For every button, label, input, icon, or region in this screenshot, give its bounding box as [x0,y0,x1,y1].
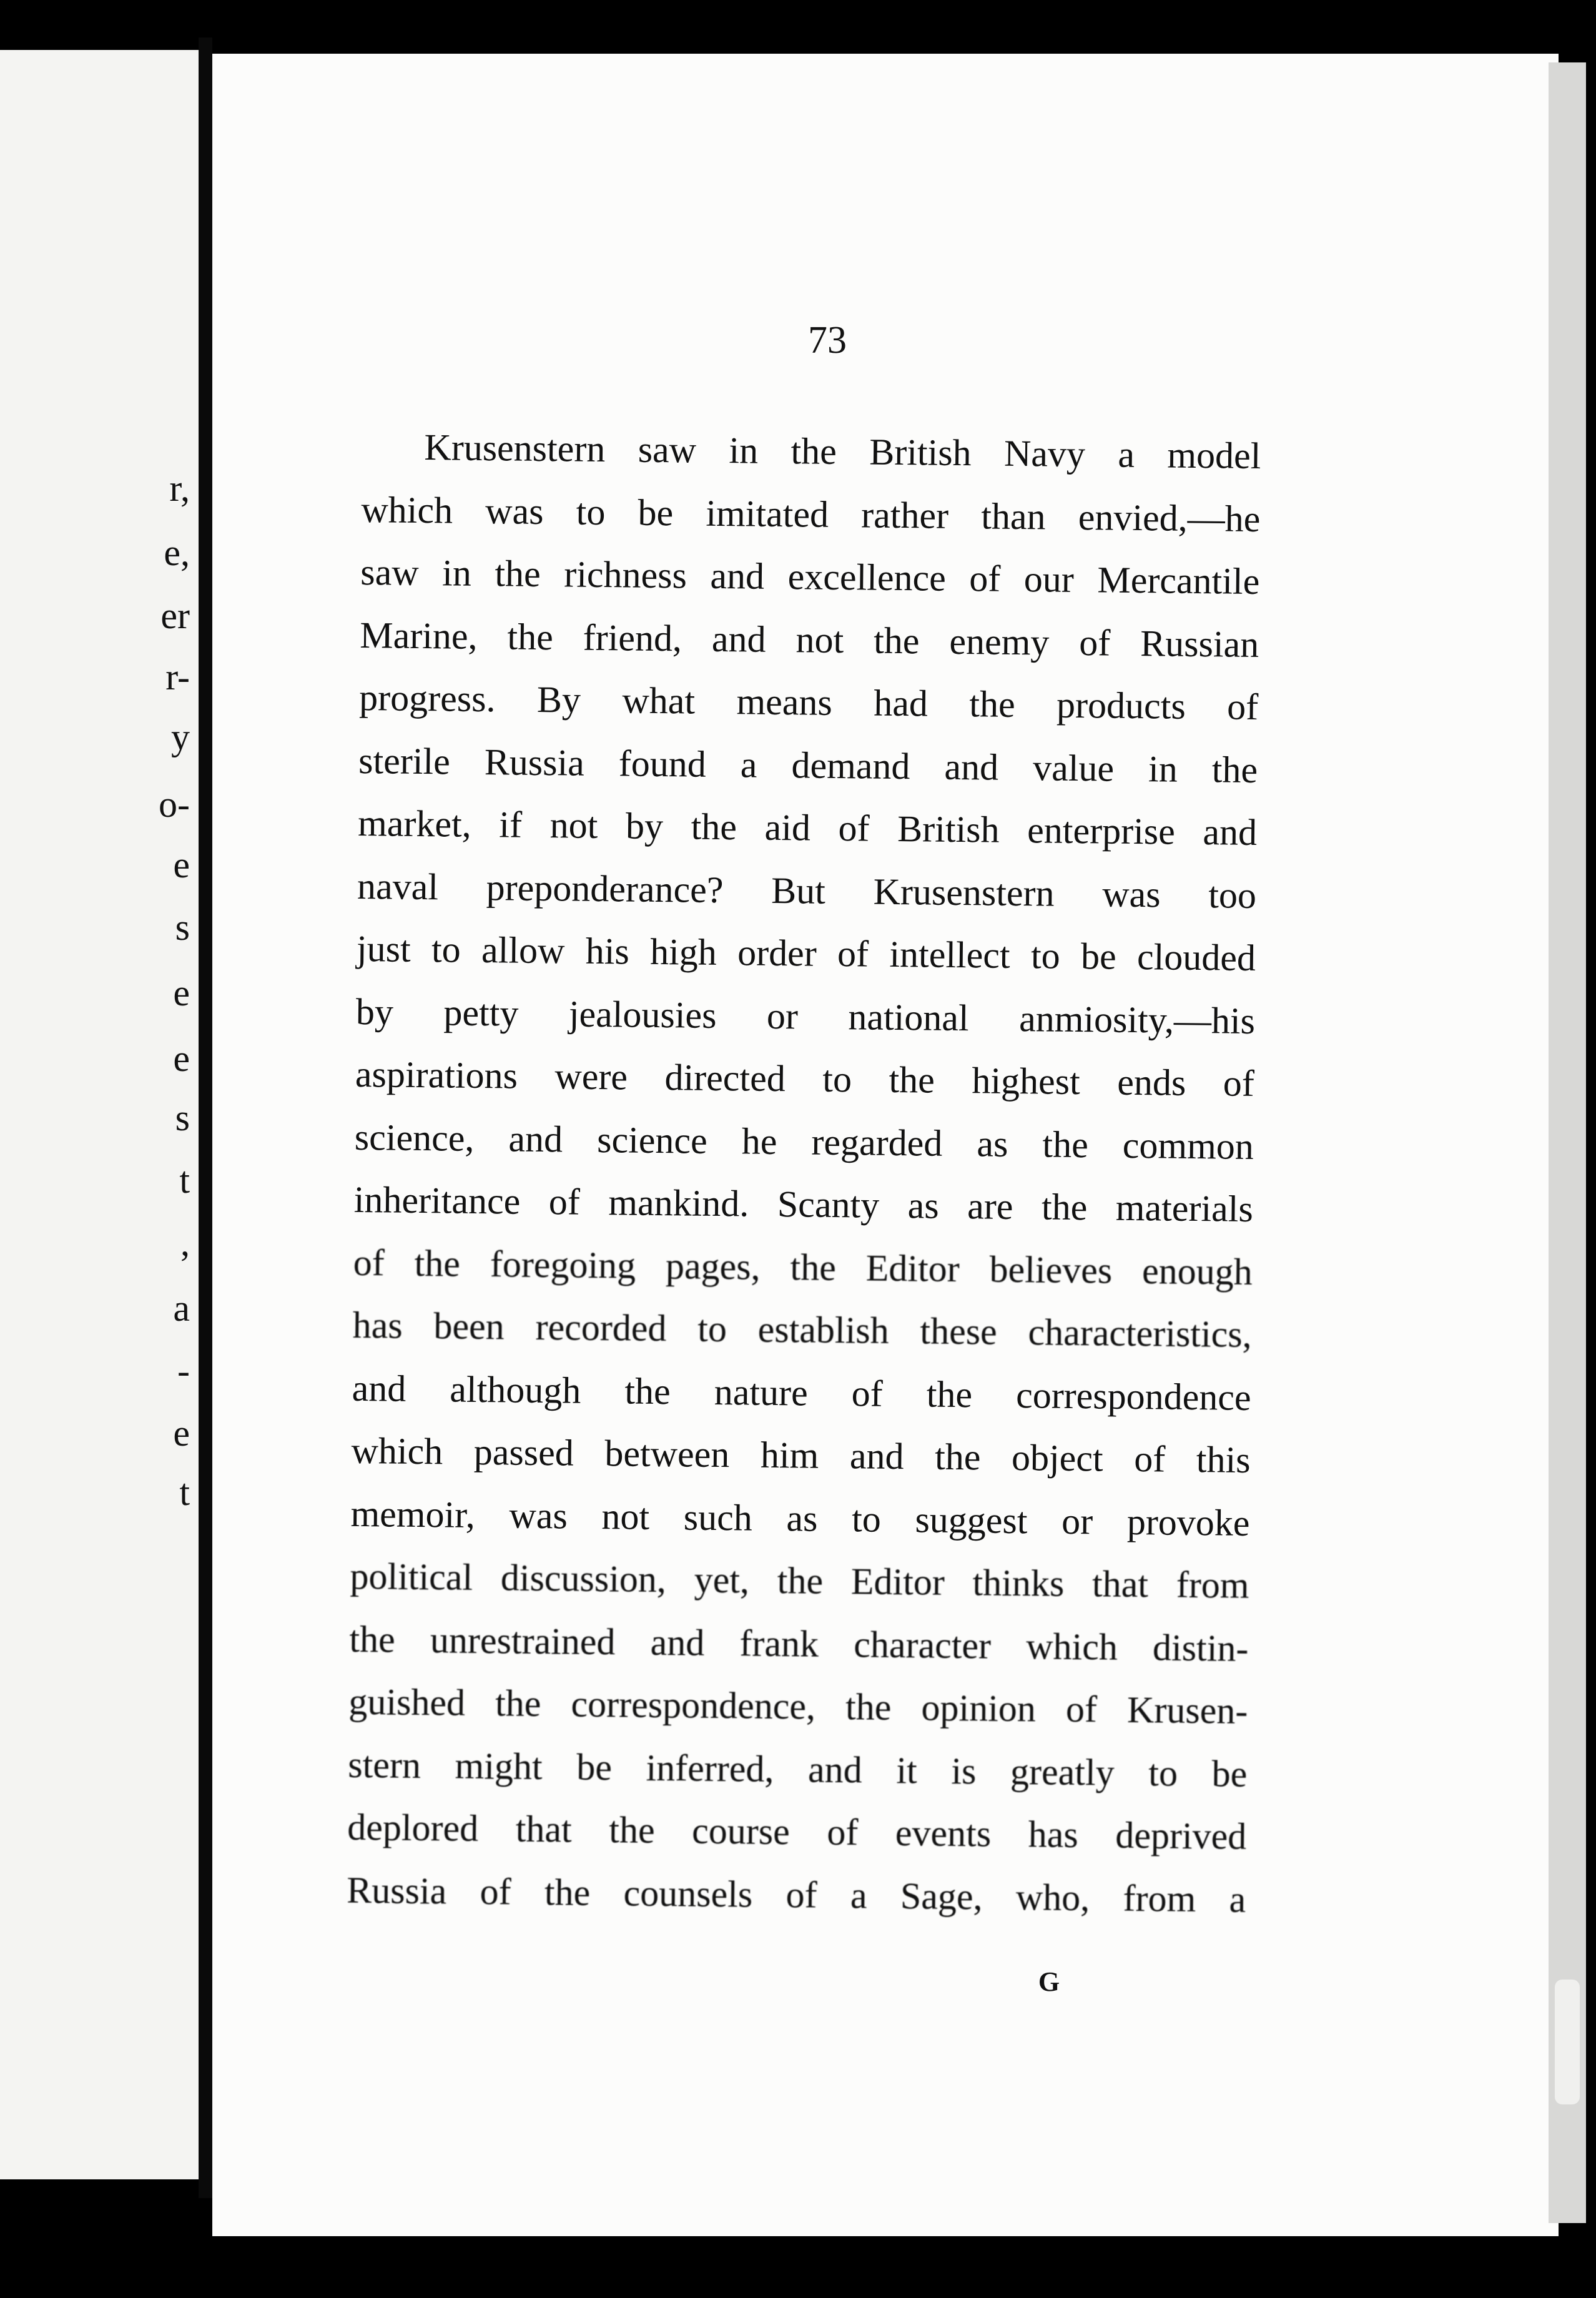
text-line: sterile Russia found a demand and value in the [358,739,1258,791]
text-line: progress. By what means had the products of [358,676,1259,728]
text-line: of the foregoing pages, the Editor believes enough [353,1241,1253,1293]
left-fragment: r, [169,468,190,509]
text-line: deplored that the course of events has deprived [347,1806,1247,1857]
left-fragment: - [177,1350,190,1391]
left-fragment: , [180,1222,190,1263]
left-page-edge [0,50,199,2179]
page-edge-shadow [1549,62,1586,2223]
text-line: by petty jealousies or national anmiosity,—his [355,990,1256,1042]
text-line: Krusenstern saw in the British Navy a model [424,427,1261,477]
body-paragraph [347,415,1261,1931]
left-fragment: e [173,972,190,1013]
text-line: inheritance of mankind. Scanty as are the materials [353,1178,1254,1230]
text-line: Russia of the counsels of a Sage, who, from a [346,1869,1246,1920]
text-line: political discussion, yet, the Editor thinks that from [350,1555,1249,1606]
text-line: aspirations were directed to the highest ends of [355,1053,1255,1105]
text-line: has been recorded to establish these characteristics, [352,1304,1253,1355]
text-line: guished the correspondence, the opinion of Krusen- [348,1680,1248,1732]
text-line: the unrestrained and frank character which distin- [349,1618,1249,1669]
left-fragment: e [173,1038,190,1079]
left-fragment: e [173,1413,190,1454]
text-line: saw in the richness and excellence of our Mercantile [360,551,1260,603]
left-fragment: e, [164,532,190,573]
text-line: just to allow his high order of intellect to be clouded [356,927,1256,979]
text-line: market, if not by the aid of British enterprise and [357,802,1258,854]
left-fragment: r- [165,656,190,698]
text-line: memoir, was not such as to suggest or provoke [350,1492,1250,1544]
signature-mark: G [1038,1966,1060,1997]
left-fragment: t [179,1160,190,1201]
text-line: which was to be imitated rather than envied,—he [361,488,1261,540]
text-line: science, and science he regarded as the common [354,1116,1254,1167]
text-line: naval preponderance? But Krusenstern was too [357,865,1257,916]
book-gutter [199,37,212,2198]
text-line: stern might be inferred, and it is greatly to be [348,1743,1248,1795]
left-fragment: a [173,1288,190,1329]
scan-artifact [1555,1980,1580,2104]
left-fragment: er [160,595,190,636]
text-line: which passed between him and the object of this [351,1429,1251,1481]
text-line: and although the nature of the correspondence [352,1367,1251,1418]
left-fragment: y [171,716,190,757]
text-line: Marine, the friend, and not the enemy of Russian [359,614,1259,665]
page-number: 73 [808,319,847,362]
left-fragment: o- [159,784,190,825]
left-fragment: e [173,844,190,885]
left-fragment: t [179,1472,190,1513]
left-fragment: s [175,1097,190,1138]
left-fragment: s [175,907,190,948]
